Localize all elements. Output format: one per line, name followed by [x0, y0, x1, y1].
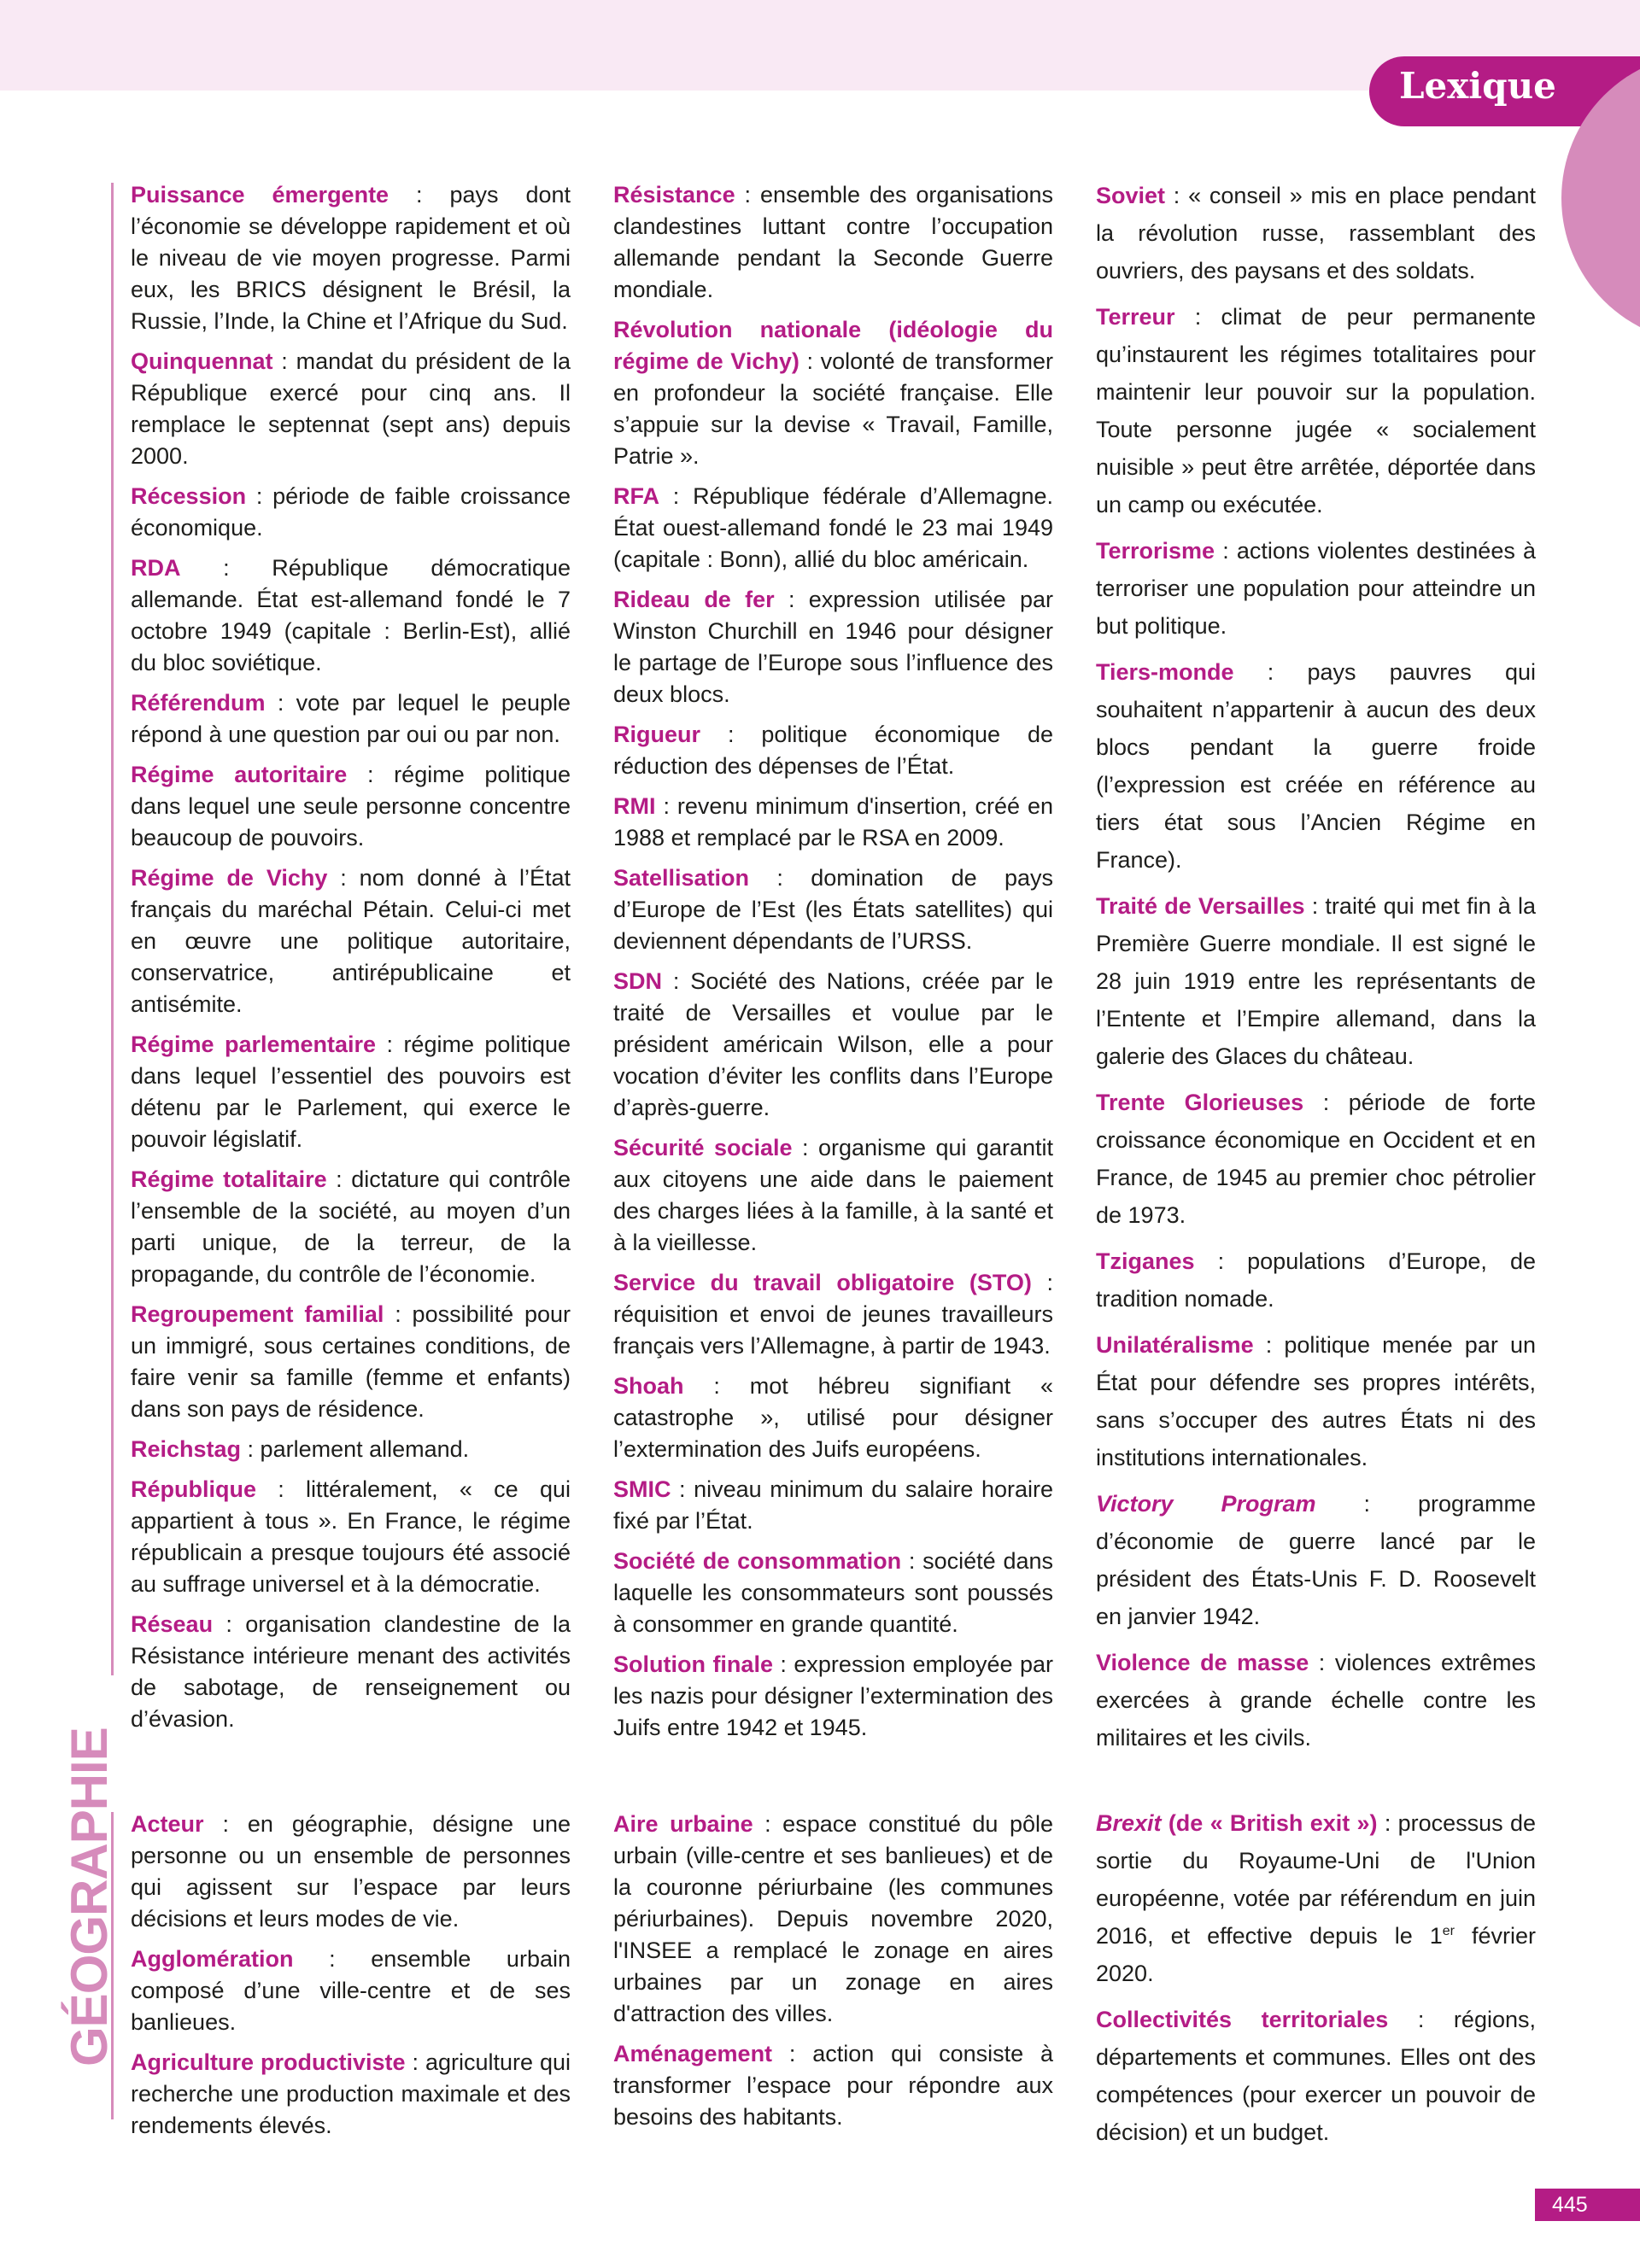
glossary-entry [613, 1546, 1053, 1640]
glossary-term-text: Satellisation [613, 865, 750, 891]
glossary-term [131, 2049, 406, 2075]
glossary-term [1096, 893, 1305, 919]
glossary-term [1096, 2007, 1388, 2032]
glossary-term [613, 1476, 671, 1502]
glossary-term [131, 348, 272, 374]
glossary-term [1096, 1090, 1303, 1115]
glossary-term [131, 762, 347, 787]
page-number: 445 [1535, 2189, 1640, 2221]
glossary-definition: : volonté de transformer en profondeur la société française. Elle s’appuie sur la devise « Travail, Famille, Patrie ». [613, 348, 1054, 469]
glossary-definition: : nom donné à l’État français du maréchal Pétain. Celui-ci met en œuvre une politique autoritaire, conservatrice, antirépublicaine et antisémite. [131, 865, 571, 1017]
glossary-definition: : République fédérale d’Allemagne. État ouest-allemand fondé le 23 mai 1949 (capitale : Bonn), allié du bloc américain. [613, 483, 1053, 572]
glossary-definition: : expression utilisée par Winston Churchill en 1946 pour désigner le partage de l’Europe sous l’influence des deux blocs. [613, 587, 1054, 707]
glossary-term [1096, 1650, 1309, 1675]
glossary-term [1096, 1810, 1378, 1836]
glossary-term-text: République [131, 1476, 256, 1502]
glossary-definition: : ensemble des organisations clandestines luttant contre l’occupation allemande pendant la Seconde Guerre mondiale. [613, 182, 1053, 302]
glossary-definition: : espace constitué du pôle urbain (ville-centre et ses banlieues) et de la couronne périurbaine (les communes périurbaines). Depuis novembre 2020, l'INSEE a remplacé le zonage en aires urbaines par un zonage en aires d'attraction des villes. [613, 1811, 1054, 2026]
superscript: er [1442, 1924, 1455, 1938]
glossary-definition: : agriculture qui recherche une production maximale et des rendements élevés. [131, 2049, 571, 2138]
glossary-definition: : société dans laquelle les consommateurs sont poussés à consommer en grande quantité. [613, 1548, 1053, 1637]
glossary-term [613, 483, 659, 509]
glossary-term-text: SDN [613, 968, 663, 994]
glossary-term [613, 1811, 753, 1837]
glossary-term-text: Regroupement familial [131, 1301, 384, 1327]
glossary-term [131, 1811, 204, 1837]
glossary-term [1096, 1248, 1195, 1274]
glossary-definition: : expression employée par les nazis pour désigner l’extermination des Juifs entre 1942 et 1945. [613, 1651, 1054, 1740]
glossary-definition: : action qui consiste à transformer l’espace pour répondre aux besoins des habitants. [613, 2041, 1053, 2130]
glossary-term-text: Collectivités territoriales [1096, 2007, 1389, 2032]
geography-column-1 [131, 1809, 571, 2150]
glossary-definition: : domination de pays d’Europe de l’Est (les États satellites) qui deviennent dépendants de l’URSS. [613, 865, 1053, 954]
glossary-term [613, 722, 700, 747]
glossary-entry [131, 1809, 571, 1935]
glossary-entry [131, 1299, 571, 1425]
glossary-term-text: Unilatéralisme [1096, 1332, 1254, 1358]
glossary-entry [131, 1944, 571, 2038]
history-column-1 [131, 179, 571, 1744]
glossary-definition: : régime politique dans lequel une seule personne concentre beaucoup de pouvoirs. [131, 762, 571, 850]
glossary-definition: : actions violentes destinées à terroriser une population pour atteindre un but politique. [1096, 538, 1536, 639]
glossary-term [131, 1032, 376, 1057]
glossary-term [613, 793, 656, 819]
glossary-definition: : vote par lequel le peuple répond à une question par oui ou par non. [131, 690, 571, 747]
glossary-entry [131, 1434, 571, 1465]
glossary-definition: : organisation clandestine de la Résistance intérieure menant des activités de sabotage, de renseignement ou d’évasion. [131, 1611, 571, 1732]
glossary-definition: : régime politique dans lequel l’essentiel des pouvoirs est détenu par le Parlement, qui exerce le pouvoir législatif. [131, 1032, 571, 1152]
glossary-term-text: Solution finale [613, 1651, 773, 1677]
glossary-term [131, 1946, 294, 1972]
glossary-entry [613, 1809, 1053, 2030]
glossary-term-text: Service du travail obligatoire (STO) [613, 1270, 1032, 1295]
glossary-entry [613, 791, 1053, 854]
glossary-entry [1096, 1644, 1536, 1757]
glossary-definition: : organisme qui garantit aux citoyens une aide dans le paiement des charges liées à la famille, à la santé et à la vieillesse. [613, 1135, 1053, 1255]
glossary-entry [1096, 1804, 1536, 1992]
glossary-term [131, 483, 246, 509]
glossary-term-text: Rideau de fer [613, 587, 775, 612]
glossary-entry [131, 346, 571, 472]
glossary-entry [131, 1609, 571, 1735]
glossary-definition: : en géographie, désigne une personne ou un ensemble de personnes qui agissent sur l’espace par leurs décisions et leurs modes de vie. [131, 1811, 571, 1932]
glossary-entry [613, 1267, 1053, 1362]
glossary-entry [613, 1371, 1053, 1465]
glossary-definition: : revenu minimum d'insertion, créé en 1988 et remplacé par le RSA en 2009. [613, 793, 1053, 850]
glossary-term-text: Révolution nationale (idéologie du régime de Vichy) [613, 317, 1053, 374]
glossary-term [131, 1166, 327, 1192]
glossary-term-text: Agriculture productiviste [131, 2049, 406, 2075]
glossary-entry [131, 2047, 571, 2142]
glossary-definition: : populations d’Europe, de tradition nomade. [1096, 1248, 1536, 1312]
glossary-term [1096, 183, 1165, 208]
glossary-definition: : possibilité pour un immigré, sous certaines conditions, de faire venir sa famille (femme et enfants) dans son pays de résidence. [131, 1301, 571, 1422]
glossary-term [1096, 1332, 1254, 1358]
glossary-entry [131, 759, 571, 854]
glossary-definition: : programme d’économie de guerre lancé par le président des États-Unis F. D. Roosevelt en janvier 1942. [1096, 1491, 1536, 1629]
glossary-term [131, 865, 327, 891]
glossary-entry [613, 314, 1053, 472]
glossary-term-text: Violence de masse [1096, 1650, 1309, 1675]
geography-column-3 [1096, 1804, 1536, 2160]
glossary-term-text: Réseau [131, 1611, 214, 1637]
glossary-term-text: Régime autoritaire [131, 762, 348, 787]
glossary-term-text: Agglomération [131, 1946, 294, 1972]
glossary-entry [1096, 2001, 1536, 2151]
glossary-term-text: Puissance émergente [131, 182, 390, 208]
glossary-definition: : politique menée par un État pour défendre ses propres intérêts, sans s’occuper des autres États ni des institutions internationales. [1096, 1332, 1536, 1470]
glossary-definition: : politique économique de réduction des dépenses de l’État. [613, 722, 1053, 779]
glossary-entry [613, 1649, 1053, 1744]
glossary-entry [613, 2038, 1053, 2133]
glossary-term-text: Trente Glorieuses [1096, 1090, 1304, 1115]
glossary-definition: : pays pauvres qui souhaitent n’appartenir à aucun des deux blocs pendant la guerre froide (l’expression est créée en référence au tiers état sous l’Ancien Régime en France). [1096, 659, 1536, 873]
glossary-entry [613, 862, 1053, 957]
glossary-definition: : mandat du président de la République exercé pour cinq ans. Il remplace le septennat (sept ans) depuis 2000. [131, 348, 571, 469]
glossary-entry [613, 966, 1053, 1124]
glossary-entry [1096, 1242, 1536, 1318]
glossary-term-text: Reichstag [131, 1436, 242, 1462]
glossary-definition-end: février 2020. [1096, 1923, 1536, 1986]
glossary-entry [613, 1132, 1053, 1259]
glossary-definition: : mot hébreu signifiant « catastrophe », utilisé pour désigner l’extermination des Juifs européens. [613, 1373, 1053, 1462]
glossary-term-text: Régime de Vichy [131, 865, 328, 891]
glossary-term-text: Rigueur [613, 722, 701, 747]
glossary-term [613, 587, 775, 612]
glossary-term-text: Shoah [613, 1373, 684, 1399]
glossary-definition: : niveau minimum du salaire horaire fixé par l’État. [613, 1476, 1053, 1534]
glossary-term-text: Tiers-monde [1096, 659, 1234, 685]
glossary-term [613, 1651, 773, 1677]
glossary-term [613, 1548, 901, 1574]
glossary-entry [613, 179, 1053, 306]
glossary-definition: : réquisition et envoi de jeunes travailleurs français vers l’Allemagne, à partir de 1943. [613, 1270, 1053, 1359]
glossary-term [613, 1270, 1032, 1295]
glossary-term [1096, 659, 1234, 685]
glossary-term-text: Traité de Versailles [1096, 893, 1305, 919]
glossary-term-text: Régime parlementaire [131, 1032, 377, 1057]
glossary-entry [131, 1029, 571, 1155]
glossary-term [1096, 538, 1215, 564]
glossary-term-text: (de « British exit ») [1161, 1810, 1378, 1836]
glossary-entry [131, 552, 571, 679]
glossary-term-text: SMIC [613, 1476, 671, 1502]
glossary-definition: : dictature qui contrôle l’ensemble de la société, au moyen d’un parti unique, de la terreur, de la propagande, du contrôle de l’économie. [131, 1166, 571, 1287]
glossary-term [131, 1436, 241, 1462]
glossary-entry [131, 481, 571, 544]
glossary-definition: : période de faible croissance économique. [131, 483, 571, 541]
glossary-entry [1096, 177, 1536, 289]
glossary-term-text: RDA [131, 555, 181, 581]
glossary-definition: : violences extrêmes exercées à grande échelle contre les militaires et les civils. [1096, 1650, 1536, 1751]
glossary-term [1096, 1491, 1316, 1517]
glossary-entry [613, 481, 1053, 576]
glossary-term [613, 865, 749, 891]
glossary-entry [131, 1164, 571, 1290]
glossary-term [131, 1611, 213, 1637]
glossary-term-text: Référendum [131, 690, 266, 716]
glossary-term [131, 182, 389, 208]
glossary-definition: : parlement allemand. [241, 1436, 470, 1462]
glossary-term-italic: Brexit [1096, 1810, 1162, 1836]
glossary-entry [1096, 887, 1536, 1075]
glossary-term [613, 1373, 684, 1399]
glossary-definition: : littéralement, « ce qui appartient à tous ». En France, le régime républicain a presque toujours été associé au suffrage universel et à la démocratie. [131, 1476, 571, 1597]
glossary-term [613, 1135, 793, 1160]
glossary-definition: : climat de peur permanente qu’instaurent les régimes totalitaires pour maintenir leur pouvoir sur la population. Toute personne jugée « socialement nuisible » peut être arrêtée, déportée dans un camp ou exécutée. [1096, 304, 1536, 517]
glossary-definition: : Société des Nations, créée par le traité de Versailles et voulue par le président américain Wilson, elle a pour vocation d’éviter les conflits dans l’Europe d’après-guerre. [613, 968, 1053, 1120]
glossary-entry [613, 584, 1053, 710]
glossary-entry [131, 687, 571, 751]
glossary-term [131, 690, 266, 716]
glossary-definition: : République démocratique allemande. État est-allemand fondé le 7 octobre 1949 (capitale : Berlin-Est), allié du bloc soviétique. [131, 555, 571, 675]
glossary-term-italic: Victory Program [1096, 1491, 1316, 1517]
glossary-term-text: Tziganes [1096, 1248, 1195, 1274]
glossary-term-text: Récession [131, 483, 247, 509]
glossary-term [131, 555, 181, 581]
glossary-term-text: RMI [613, 793, 656, 819]
glossary-entry [613, 719, 1053, 782]
glossary-definition: : traité qui met fin à la Première Guerre mondiale. Il est signé le 28 juin 1919 entre les représentants de l’Entente et l’Empire allemand, dans la galerie des Glaces du château. [1096, 893, 1536, 1069]
glossary-term-text: Aménagement [613, 2041, 773, 2066]
glossary-entry [131, 179, 571, 337]
glossary-entry [1096, 1084, 1536, 1234]
glossary-term [1096, 304, 1175, 330]
glossary-term-text: Terrorisme [1096, 538, 1215, 564]
glossary-term-text: Terreur [1096, 304, 1175, 330]
glossary-entry [1096, 298, 1536, 523]
glossary-term [131, 1476, 256, 1502]
geography-section-label: GÉOGRAPHIE [61, 1727, 118, 2066]
glossary-definition: : régions, départements et communes. Elles ont des compétences (pour exercer un pouvoir de décision) et un budget. [1096, 2007, 1536, 2145]
history-column-2 [613, 179, 1053, 1752]
glossary-term-text: Aire urbaine [613, 1811, 753, 1837]
glossary-term-text: Sécurité sociale [613, 1135, 793, 1160]
glossary-entry [1096, 532, 1536, 645]
glossary-term [131, 1301, 384, 1327]
glossary-term [613, 968, 662, 994]
decorative-circle [1561, 53, 1640, 343]
glossary-entry [1096, 653, 1536, 879]
glossary-entry [131, 862, 571, 1020]
glossary-definition: : ensemble urbain composé d’une ville-centre et de ses banlieues. [131, 1946, 571, 2035]
geography-column-2 [613, 1809, 1053, 2142]
glossary-term [613, 2041, 772, 2066]
glossary-definition: : période de forte croissance économique en Occident et en France, de 1945 au premier choc pétrolier de 1973. [1096, 1090, 1537, 1228]
glossary-term-text: Acteur [131, 1811, 204, 1837]
glossary-term [613, 182, 735, 208]
glossary-term-text: Résistance [613, 182, 735, 208]
glossary-term-text: Quinquennat [131, 348, 273, 374]
glossary-term-text: Régime totalitaire [131, 1166, 327, 1192]
glossary-entry [1096, 1326, 1536, 1476]
glossary-entry [1096, 1485, 1536, 1635]
glossary-definition: : pays dont l’économie se développe rapidement et où le niveau de vie moyen progresse. Parmi eux, les BRICS désignent le Brésil, la Russie, l’Inde, la Chine et l’Afrique du Sud. [131, 182, 571, 334]
glossary-definition: : « conseil » mis en place pendant la révolution russe, rassemblant des ouvriers, des paysans et des soldats. [1096, 183, 1536, 284]
page-title: Lexique [1399, 65, 1556, 107]
history-column-3 [1096, 177, 1536, 1765]
history-divider-line [111, 183, 114, 1675]
glossary-term-text: Soviet [1096, 183, 1166, 208]
glossary-term-text: Société de consommation [613, 1548, 902, 1574]
glossary-entry [613, 1474, 1053, 1537]
glossary-entry [131, 1474, 571, 1600]
glossary-term-text: RFA [613, 483, 659, 509]
glossary-definition: : processus de sortie du Royaume-Uni de l'Union européenne, votée par référendum en juin 2016, et effective depuis le 1 [1096, 1810, 1536, 1949]
